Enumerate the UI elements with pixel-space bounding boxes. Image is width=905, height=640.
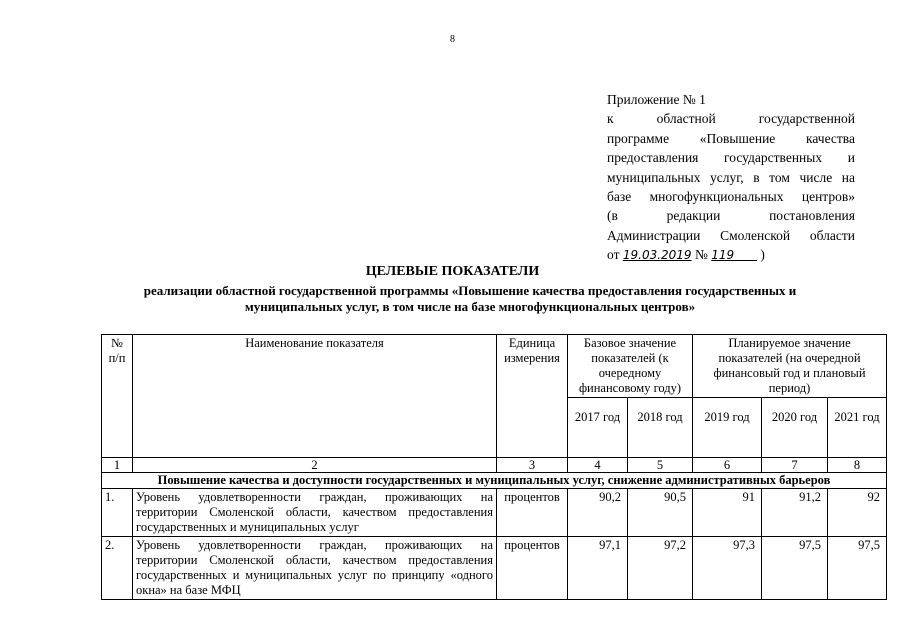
value-2018: 90,5 — [628, 489, 693, 537]
header-name: Наименование показателя — [133, 335, 497, 458]
column-number-row — [102, 458, 887, 473]
column-number: 3 — [497, 458, 568, 473]
header-year: 2020 год — [762, 398, 828, 458]
value-2020: 91,2 — [762, 489, 828, 537]
appendix-line: предоставления государственных и — [607, 150, 855, 166]
value-2021: 97,5 — [828, 537, 887, 600]
value-2019: 91 — [693, 489, 762, 537]
column-number: 4 — [568, 458, 628, 473]
header-year: 2021 год — [828, 398, 887, 458]
indicators-table — [101, 334, 887, 600]
value-2019: 97,3 — [693, 537, 762, 600]
value-2018: 97,2 — [628, 537, 693, 600]
header-num: № п/п — [102, 335, 133, 458]
unit: процентов — [497, 489, 568, 537]
appendix-line: программе «Повышение качества — [607, 130, 855, 146]
appendix-note — [607, 90, 855, 266]
column-number: 7 — [762, 458, 828, 473]
header-unit: Единица измерения — [497, 335, 568, 458]
column-number: 6 — [693, 458, 762, 473]
column-number: 5 — [628, 458, 693, 473]
indicator-name: Уровень удовлетворенности граждан, проживающих на территории Смоленской области, качеством предоставления государственных и муниципальных услуг по принципу «одного окна» на базе МФЦ — [133, 537, 497, 600]
header-year: 2018 год — [628, 398, 693, 458]
header-planned: Планируемое значение показателей (на очередной финансовый год и плановый период) — [693, 335, 887, 398]
appendix-line: Приложение № 1 — [607, 92, 706, 107]
column-number: 8 — [828, 458, 887, 473]
handwritten-number: 119 — [711, 248, 735, 263]
header-year: 2017 год — [568, 398, 628, 458]
value-2017: 97,1 — [568, 537, 628, 600]
value-2020: 97,5 — [762, 537, 828, 600]
value-2021: 92 — [828, 489, 887, 537]
subtitle-line: реализации областной государственной программы «Повышение качества предоставления государственных и — [143, 283, 797, 298]
closing-paren: ) — [760, 247, 765, 263]
appendix-line: к областной государственной — [607, 111, 855, 127]
appendix-line: (в редакции постановления — [607, 208, 855, 224]
indicator-name: Уровень удовлетворенности граждан, проживающих на территории Смоленской области, качеством предоставления государственных и муниципальных услуг — [133, 489, 497, 537]
row-number: 1. — [102, 489, 133, 537]
header-year: 2019 год — [693, 398, 762, 458]
page-number: 8 — [450, 34, 455, 45]
row-number: 2. — [102, 537, 133, 600]
table-row — [102, 489, 887, 537]
handwritten-date: 19.03.2019 — [622, 248, 692, 263]
document-subtitle — [80, 283, 860, 315]
column-number: 2 — [133, 458, 497, 473]
appendix-line: муниципальных услуг, в том числе на — [607, 169, 855, 185]
subtitle-line: муниципальных услуг, в том числе на базе многофункциональных центров» — [244, 299, 696, 314]
unit: процентов — [497, 537, 568, 600]
value-2017: 90,2 — [568, 489, 628, 537]
appendix-line: базе многофункциональных центров» — [607, 189, 855, 205]
table-row — [102, 537, 887, 600]
number-sign: № — [694, 247, 708, 263]
date-prefix: от — [607, 247, 620, 263]
section-title: Повышение качества и доступности государственных и муниципальных услуг, снижение административных барьеров — [102, 473, 887, 489]
appendix-date-line — [607, 245, 855, 265]
appendix-line: Администрации Смоленской области — [607, 227, 855, 243]
document-title: ЦЕЛЕВЫЕ ПОКАЗАТЕЛИ — [365, 264, 540, 279]
header-base: Базовое значение показателей (к очередному финансовому году) — [568, 335, 693, 398]
column-number: 1 — [102, 458, 133, 473]
